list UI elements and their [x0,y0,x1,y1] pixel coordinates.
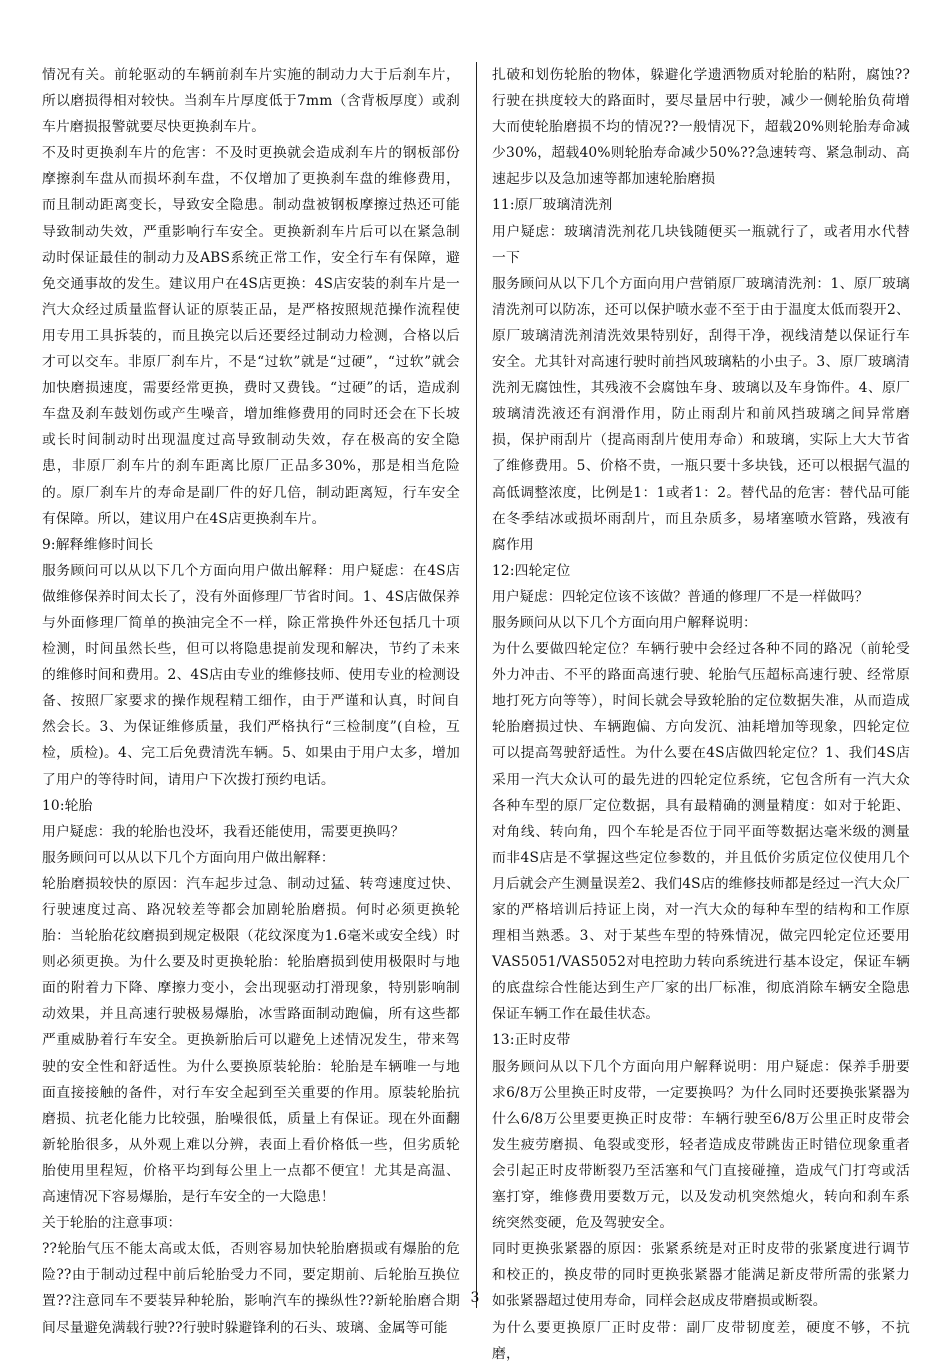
section-heading: 13:正时皮带 [492,1032,571,1049]
paragraph: 服务顾问从以下几个方面向用户解释说明：用户疑虑：保养手册要求6/8万公里换正时皮带，一定要换吗？为什么同时还要换张紧器为什么6/8万公里要更换正时皮带：车辆行驶至6/8万公里正时皮带会发生疲劳磨损、龟裂或变形，轻者造成皮带跳齿正时错位现象重者会引起正时皮带断裂乃至活塞和气门直接碰撞，造成气门打弯或活塞打穿，维修费用要数万元，以及发动机突然熄火，转向和刹车系统突然变硬，危及驾驶安全。 [492,1058,910,1232]
section-heading: 11:原厂玻璃清洗剂 [492,197,613,214]
paragraph: 服务顾问可以从以下几个方面向用户做出解释： [42,849,335,866]
paragraph: 服务顾问可以从以下几个方面向用户做出解释：用户疑虑：在4S店做维修保养时间太长了，没有外面修理厂节省时间。1、4S店做保养与外面修理厂简单的换油完全不一样，除正常换件外还包括几十项检测，时间虽然长些，但可以将隐患提前发现和解决，节约了未来的维修时间和费用。2、4S店由专业的维修技师、使用专业的检测设备、按照厂家要求的操作规程精工细作，由于严谨和认真，时间自然会长。3、为保证维修质量，我们严格执行“三检制度”(自检，互检，质检)。4、完工后免费清洗车辆。5、如果由于用户太多，增加了用户的等待时间，请用户下次拨打预约电话。 [42,562,460,788]
paragraph: 不及时更换刹车片的危害：不及时更换就会造成刹车片的钢板部份摩擦刹车盘从而损坏刹车盘，不仅增加了更换刹车盘的维修费用，而且制动距离变长，导致安全隐患。制动盘被钢板摩擦过热还可能导致制动失效，严重影响行车安全。更换新刹车片后可以在紧急制动时保证最佳的制动力及ABS系统正常工作，安全行车有保障，避免交通事故的发生。建议用户在4S店更换：4S店安装的刹车片是一汽大众经过质量监督认证的原装正品，是严格按照规范操作流程使用专用工具拆装的，而且换完以后还要经过制动力检测，合格以后才可以交车。非原厂刹车片，不是“过软”就是“过硬”，“过软”就会加快磨损速度，需要经常更换，费时又费钱。“过硬”的话，造成刹车盘及刹车鼓划伤或产生噪音，增加维修费用的同时还会在下长坡或长时间制动时出现温度过高导致制动失效，存在极高的安全隐患，非原厂刹车片的刹车距离比原厂正品多30%，那是相当危险的。原厂刹车片的寿命是副厂件的好几倍，制动距离短，行车安全有保障。所以，建议用户在4S店更换刹车片。 [42,145,460,527]
paragraph: 为什么要更换原厂正时皮带：副厂皮带韧度差，硬度不够，不抗磨， [492,1319,910,1362]
paragraph: 扎破和划伤轮胎的物体，躲避化学遗洒物质对轮胎的粘附，腐蚀??行驶在拱度较大的路面时，要尽量居中行驶，减少一侧轮胎负荷增大而使轮胎磨损不均的情况??一般情况下，超载20%则轮胎寿命减少30%，超载40%则轮胎寿命减少50%??急速转弯、紧急制动、高速起步以及急加速等都加速轮胎磨损 [492,67,910,188]
left-column [42,62,460,1341]
paragraph: 同时更换张紧器的原因：张紧系统是对正时皮带的张紧度进行调节和校正的，换皮带的同时更换张紧器才能满足新皮带所需的张紧力如张紧器超过使用寿命，同样会赵成皮带磨损或断裂。 [492,1241,910,1310]
paragraph: 轮胎磨损较快的原因：汽车起步过急、制动过猛、转弯速度过快、行驶速度过高、路况较差等都会加剧轮胎磨损。何时必须更换轮胎：当轮胎花纹磨损到规定极限（花纹深度为1.6毫米或安全线）时则必须更换。为什么要及时更换轮胎：轮胎磨损到使用极限时与地面的附着力下降、摩擦力变小，会出现驱动打滑现象，特别影响制动效果，并且高速行驶极易爆胎，冰雪路面制动跑偏，所有这些都严重威胁着行车安全。更换新胎后可以避免上述情况发生，带来驾驶的安全性和舒适性。为什么要换原装轮胎：轮胎是车辆唯一与地面直接接触的备件，对行车安全起到至关重要的作用。原装轮胎抗磨损、抗老化能力比较强，胎噪很低，质量上有保证。现在外面翻新轮胎很多，从外观上难以分辨，表面上看价格低一些，但劣质轮胎使用里程短，价格平均到每公里上一点都不便宜！尤其是高温、高速情况下容易爆胎，是行车安全的一大隐患！ [42,875,460,1206]
paragraph: 关于轮胎的注意事项： [42,1215,182,1232]
paragraph: 用户疑虑：四轮定位该不该做？普通的修理厂不是一样做吗？ [492,588,869,605]
column-divider [476,62,477,1308]
page-number: 3 [470,1290,480,1306]
right-column [492,62,910,1367]
paragraph: 情况有关。前轮驱动的车辆前刹车片实施的制动力大于后刹车片，所以磨损得相对较快。当刹车片厚度低于7mm（含背板厚度）或刹车片磨损报警就要尽快更换刹车片。 [42,67,460,136]
paragraph: 为什么要做四轮定位？车辆行驶中会经过各种不同的路况（前轮受外力冲击、不平的路面高速行驶、轮胎气压超标高速行驶、经常原地打死方向等等），时间长就会导致轮胎的定位数据失准，从而造成轮胎磨损过快、车辆跑偏、方向发沉、油耗增加等现象，四轮定位可以提高驾驶舒适性。为什么要在4S店做四轮定位？1、我们4S店采用一汽大众认可的最先进的四轮定位系统，它包含所有一汽大众各种车型的原厂定位数据，具有最精确的测量精度：如对于轮距、对角线、转向角，四个车轮是否位于同平面等数据达毫米级的测量而非4S店是不掌握这些定位参数的，并且低价劣质定位仪使用几个月后就会产生测量误差2、我们4S店的维修技师都是经过一汽大众厂家的严格培训后持证上岗，对一汽大众的每种车型的结构和工作原理相当熟悉。3、对于某些车型的特殊情况，做完四轮定位还要用VAS5051/VAS5052对电控助力转向系统进行基本设定，保证车辆的底盘综合性能达到生产厂家的出厂标准，彻底消除车辆安全隐患保证车辆工作在最佳状态。 [492,641,910,1023]
paragraph: 用户疑虑：我的轮胎也没坏，我看还能使用，需要更换吗？ [42,823,405,840]
section-heading: 10:轮胎 [42,797,93,814]
paragraph: 服务顾问从以下几个方面向用户营销原厂玻璃清洗剂：1、原厂玻璃清洗剂可以防冻，还可以保护喷水壶不至于由于温度太低而裂开2、原厂玻璃清洗剂清洗效果特别好，刮得干净，视线清楚以保证行车安全。尤其针对高速行驶时前挡风玻璃粘的小虫子。3、原厂玻璃清洗剂无腐蚀性，其残液不会腐蚀车身、玻璃以及车身饰件。4、原厂玻璃清洗液还有润滑作用，防止雨刮片和前风挡玻璃之间异常磨损，保护雨刮片（提高雨刮片使用寿命）和玻璃，实际上大大节省了维修费用。5、价格不贵，一瓶只要十多块钱，还可以根据气温的高低调整浓度，比例是1：1或者1：2。替代品的危害：替代品可能在冬季结冰或损坏雨刮片，而且杂质多，易堵塞喷水管路，残液有腐作用 [492,275,910,553]
paragraph: 服务顾问从以下几个方面向用户解释说明： [492,614,757,631]
paragraph: ??轮胎气压不能太高或太低，否则容易加快轮胎磨损或有爆胎的危险??由于制动过程中前后轮胎受力不同，要定期前、后轮胎互换位置??注意同车不要装异种轮胎，影响汽车的操纵性??新轮胎磨合期间尽量避免满载行驶??行驶时躲避锋利的石头、玻璃、金属等可能 [42,1241,460,1336]
section-heading: 9:解释维修时间长 [42,536,154,553]
paragraph: 用户疑虑：玻璃清洗剂花几块钱随便买一瓶就行了，或者用水代替一下 [492,223,910,266]
section-heading: 12:四轮定位 [492,562,571,579]
